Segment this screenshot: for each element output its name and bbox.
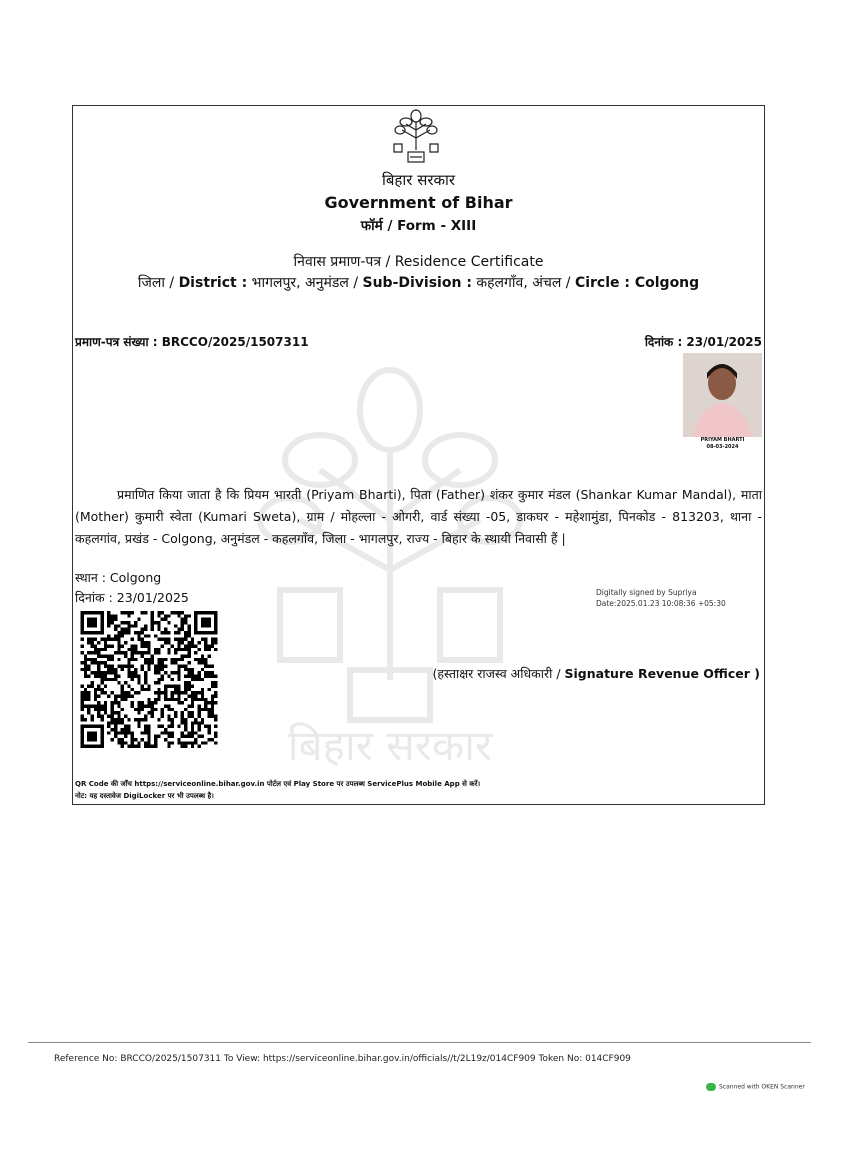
subdivision-value: कहलगाँव, अंचल / bbox=[471, 275, 575, 291]
certificate-number: प्रमाण-पत्र संख्या : BRCCO/2025/1507311 bbox=[75, 335, 309, 349]
signature-label bbox=[432, 665, 760, 682]
photo-caption bbox=[683, 437, 762, 452]
signature-english: Signature Revenue Officer ) bbox=[564, 666, 760, 681]
jurisdiction-line bbox=[72, 273, 765, 292]
digilocker-note: नोट: यह दस्तावेज DigiLocker पर भी उपलब्ध है। bbox=[75, 792, 214, 800]
certificate-body-text: प्रमाणित किया जाता है कि प्रियम भारती (Priyam Bharti), पिता (Father) शंकर कुमार मंडल (Shankar Kumar Mandal), माता (Mother) कुमारी स्वेता (Kumari Sweta), ग्राम / मोहल्ला - ओगरी, वार्ड संख्या -05, डाकघर - महेशामुंडा, पिनकोड - 813203, थाना - कहलगांव, प्रखंड - Colgong, अनुमंडल - कहलगाँव, जिला - भागलपुर, राज्य - बिहार के स्थायी निवासी हैं | bbox=[75, 487, 762, 546]
government-hindi: बिहार सरकार bbox=[381, 171, 456, 189]
applicant-portrait-icon bbox=[683, 353, 762, 439]
reference-line: Reference No: BRCCO/2025/1507311 To View: https://serviceonline.bihar.gov.in/officials//t/2L19z/014CF909 Token No: 014CF909 bbox=[54, 1054, 631, 1064]
circle-label: Circle : Colgong bbox=[574, 275, 700, 291]
certificate-date: दिनांक : 23/01/2025 bbox=[644, 335, 762, 349]
footer-divider bbox=[28, 1042, 811, 1043]
district-value: भागलपुर, अनुमंडल / bbox=[247, 275, 363, 291]
svg-text:बिहार सरकार: बिहार सरकार bbox=[287, 721, 493, 770]
scanner-watermark bbox=[706, 1083, 805, 1091]
digital-signature-signer: Digitally signed by Supriya bbox=[596, 588, 697, 597]
digital-signature-date: Date:2025.01.23 10:08:36 +05:30 bbox=[596, 599, 726, 608]
qr-verification-note: QR Code की जाँच https://serviceonline.bihar.gov.in पोर्टल एवं Play Store पर उपलब्ध ServicePlus Mobile App से करें। bbox=[75, 780, 481, 788]
qr-code[interactable] bbox=[80, 611, 218, 748]
photo-caption-name: PRIYAM BHARTI bbox=[700, 437, 745, 443]
signature-hindi: (हस्ताक्षर राजस्व अधिकारी / bbox=[432, 666, 565, 681]
district-label: District : bbox=[178, 275, 248, 291]
form-number: फॉर्म / Form - XIII bbox=[360, 218, 477, 234]
subdivision-label: Sub-Division : bbox=[362, 275, 472, 291]
certificate-body bbox=[75, 484, 762, 550]
jurisdiction-prefix: जिला / bbox=[137, 275, 179, 291]
government-english: Government of Bihar bbox=[324, 193, 513, 212]
bihar-emblem-watermark-icon bbox=[200, 350, 580, 770]
digital-signature bbox=[596, 587, 726, 609]
photo-caption-date: 08-03-2024 bbox=[706, 444, 739, 450]
certificate-title: निवास प्रमाण-पत्र / Residence Certificate bbox=[293, 254, 544, 270]
scanner-logo-icon bbox=[706, 1083, 716, 1091]
scanner-text: Scanned with OKEN Scanner bbox=[719, 1083, 805, 1091]
bihar-emblem-icon bbox=[388, 108, 444, 166]
issue-date: दिनांक : 23/01/2025 bbox=[75, 590, 189, 605]
place-of-issue: स्थान : Colgong bbox=[75, 570, 162, 585]
applicant-photo bbox=[683, 353, 762, 452]
